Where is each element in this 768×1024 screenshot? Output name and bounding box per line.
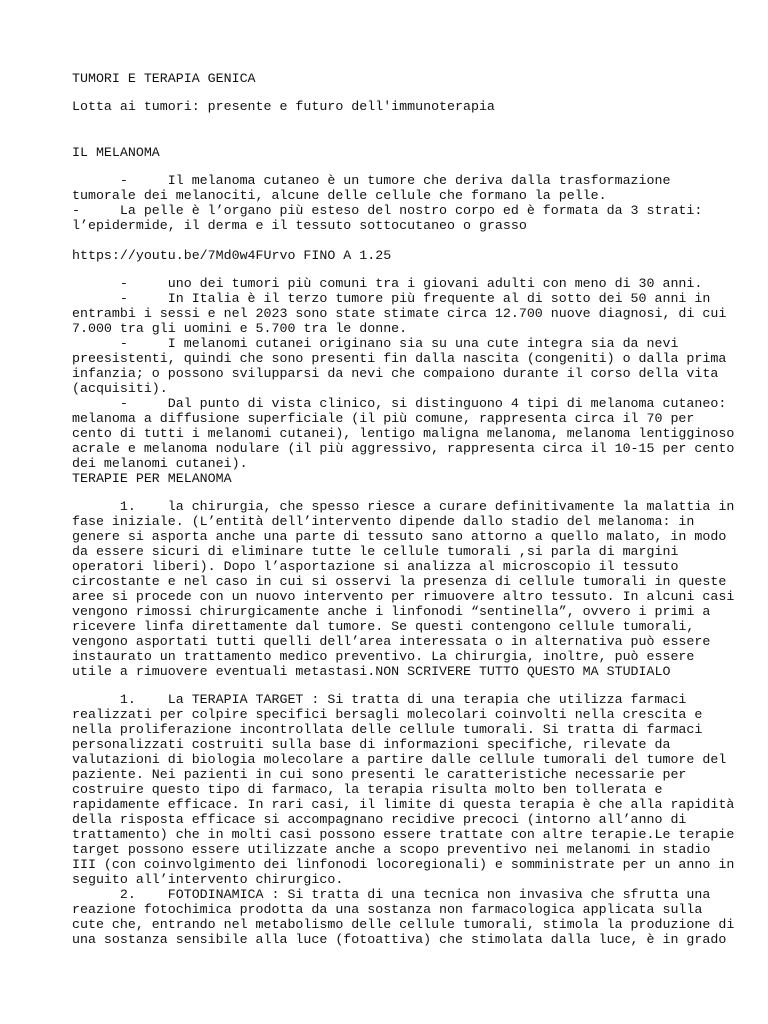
text-line: - La pelle è l’organo più esteso del nostro corpo ed è formata da 3 strati:	[72, 203, 703, 218]
text-line: valutazioni di biologia molecolare a partire dalle cellule tumorali del tumore del	[72, 752, 727, 767]
text-line: utile a rimuovere eventuali metastasi.NON SCRIVERE TUTTO QUESTO MA STUDIALO	[72, 664, 671, 679]
text-line: 1. la chirurgia, che spesso riesce a curare definitivamente la malattia in	[72, 499, 735, 514]
text-line: dei melanomi cutanei).	[72, 456, 248, 471]
text-line: infanzia; o possono svilupparsi da nevi che compaiono durante il corso della vita	[72, 366, 719, 381]
text-line: aree si procede con un nuovo intervento per rimuovere altro tessuto. In alcuni casi	[72, 589, 735, 604]
text-line: https://youtu.be/7Md0w4FUrvo FINO A 1.25	[72, 248, 392, 263]
text-line: trattamento) che in molti casi possono essere trattate con altre terapie.Le terapie	[72, 827, 735, 842]
text-line: una sostanza sensibile alla luce (fotoattiva) che stimolata dalla luce, è in grado	[72, 932, 727, 947]
text-line: (acquisiti).	[72, 381, 168, 396]
text-line: l’epidermide, il derma e il tessuto sottocutaneo o grasso	[72, 218, 527, 233]
text-line: III (con coinvolgimento dei linfonodi locoregionali) e somministrate per un anno in	[72, 857, 735, 872]
text-line: cute che, entrando nel metabolismo delle cellule tumorali, stimola la produzione di	[72, 917, 735, 932]
text-line: - Dal punto di vista clinico, si distinguono 4 tipi di melanoma cutaneo:	[72, 396, 727, 411]
text-line: fase iniziale. (L’entità dell’intervento dipende dallo stadio del melanoma: in	[72, 514, 695, 529]
text-line: 2. FOTODINAMICA : Si tratta di una tecnica non invasiva che sfrutta una	[72, 887, 711, 902]
text-line: - Il melanoma cutaneo è un tumore che deriva dalla trasformazione	[72, 173, 671, 188]
text-line: cento di tutti i melanomi cutanei), lentigo maligna melanoma, melanoma lentigginoso	[72, 426, 735, 441]
text-line: entrambi i sessi e nel 2023 sono state stimate circa 12.700 nuove diagnosi, di cui	[72, 306, 727, 321]
text-line: vengono asportati tutti quelli dell’area interessata o in alternativa può essere	[72, 634, 711, 649]
text-line: - uno dei tumori più comuni tra i giovani adulti con meno di 30 anni.	[72, 276, 703, 291]
text-line: instaurato un trattamento medico preventivo. La chirurgia, inoltre, può essere	[72, 649, 695, 664]
text-line: TUMORI E TERAPIA GENICA	[72, 71, 256, 86]
text-line: seguito all’intervento chirurgico.	[72, 872, 344, 887]
text-line: preesistenti, quindi che sono presenti fin dalla nascita (congeniti) o dalla prima	[72, 351, 727, 366]
text-line: vengono rimossi chirurgicamente anche i linfonodi “sentinella”, ovvero i primi a	[72, 604, 711, 619]
text-line: costruire questo tipo di farmaco, la terapia risulta molto ben tollerata e	[72, 782, 663, 797]
text-line: della risposta efficace si accompagnano recidive precoci (intorno all’anno di	[72, 812, 687, 827]
text-line: realizzati per colpire specifici bersagli molecolari coinvolti nella crescita e	[72, 707, 703, 722]
text-line: reazione fotochimica prodotta da una sostanza non farmacologica applicata sulla	[72, 902, 703, 917]
text-line: acrale e melanoma nodulare (il più aggressivo, rappresenta circa il 10-15 per cento	[72, 441, 735, 456]
text-line: - In Italia è il terzo tumore più frequente al di sotto dei 50 anni in	[72, 291, 711, 306]
text-line: ricevere linfa direttamente dal tumore. Se questi contengono cellule tumorali,	[72, 619, 695, 634]
text-line: - I melanomi cutanei originano sia su una cute integra sia da nevi	[72, 336, 679, 351]
text-line: nella proliferazione incontrollata delle cellule tumorali. Si tratta di farmaci	[72, 722, 703, 737]
text-line: operatori liberi). Dopo l’asportazione si analizza al microscopio il tessuto	[72, 559, 679, 574]
text-line: rapidamente efficace. In rari casi, il limite di questa terapia è che alla rapidità	[72, 797, 735, 812]
text-line: TERAPIE PER MELANOMA	[72, 471, 232, 486]
text-line: 1. La TERAPIA TARGET : Si tratta di una terapia che utilizza farmaci	[72, 692, 687, 707]
text-line: genere si asporta anche una parte di tessuto sano attorno a quello malato, in modo	[72, 529, 727, 544]
text-line: personalizzati costruiti sulla base di informazioni specifiche, rilevate da	[72, 737, 671, 752]
text-line: melanoma a diffusione superficiale (il più comune, rappresenta circa il 70 per	[72, 411, 695, 426]
text-line: IL MELANOMA	[72, 145, 160, 160]
text-line: 7.000 tra gli uomini e 5.700 tra le donne.	[72, 321, 408, 336]
text-line: paziente. Nei pazienti in cui sono presenti le caratteristiche necessarie per	[72, 767, 687, 782]
text-line: Lotta ai tumori: presente e futuro dell'immunoterapia	[72, 99, 495, 114]
text-line: circostante e nel caso in cui si osservi la presenza di cellule tumorali in queste	[72, 574, 727, 589]
text-line: target possono essere utilizzate anche a scopo preventivo nei melanomi in stadio	[72, 842, 711, 857]
text-line: tumorale dei melanociti, alcune delle cellule che formano la pelle.	[72, 188, 607, 203]
text-line: da essere sicuri di eliminare tutte le cellule tumorali ,si parla di margini	[72, 544, 679, 559]
